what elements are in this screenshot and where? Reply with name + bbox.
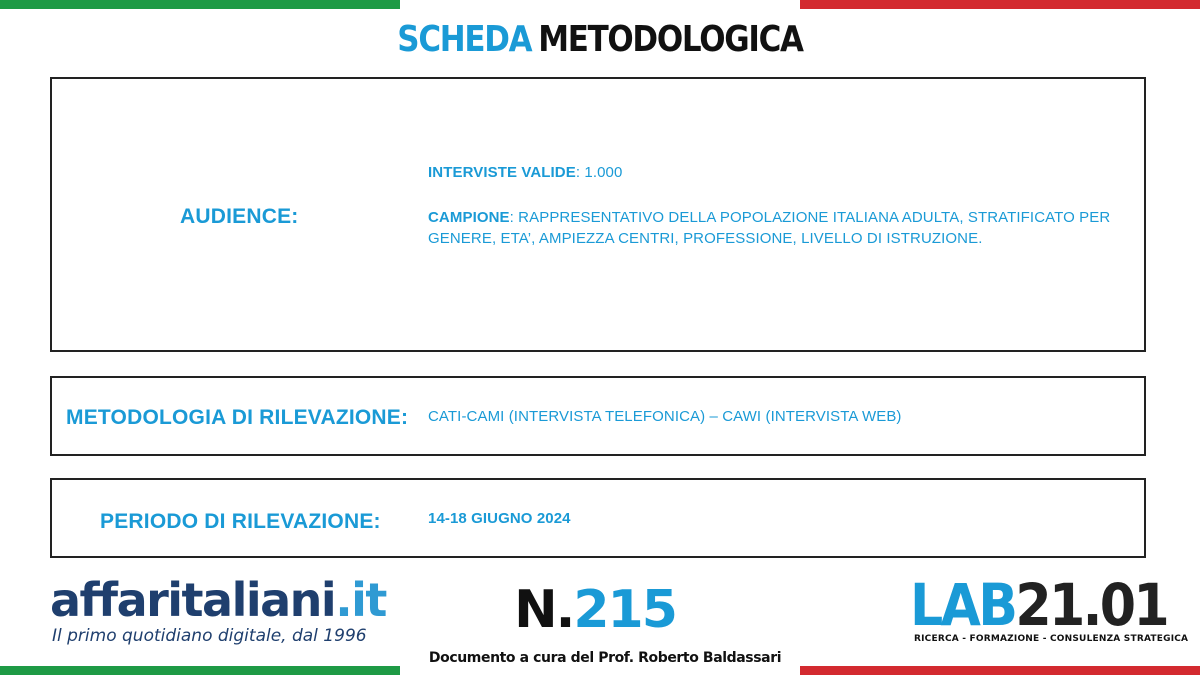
metodologia-value: CATI-CAMI (INTERVISTA TELEFONICA) – CAWI (INTERVISTA WEB) xyxy=(428,408,902,425)
lab2101-logo xyxy=(910,571,1189,644)
campione-label: CAMPIONE xyxy=(428,209,510,226)
document-number-value: 215 xyxy=(573,580,676,640)
campione-line xyxy=(428,207,1148,249)
periodo-value: 14-18 GIUGNO 2024 xyxy=(428,510,571,527)
affaritaliani-wordmark xyxy=(50,572,430,628)
periodo-label: PERIODO DI RILEVAZIONE: xyxy=(100,510,381,533)
audience-label: AUDIENCE: xyxy=(180,205,299,228)
title-part-dark: METODOLOGICA xyxy=(538,19,803,60)
audience-box xyxy=(50,77,1146,352)
title-part-blue: SCHEDA xyxy=(397,19,532,60)
flag-green-band xyxy=(0,666,400,675)
page-title xyxy=(84,16,1116,64)
metodologia-box xyxy=(50,376,1146,456)
italian-flag-stripe-bottom xyxy=(0,666,1200,675)
lab-part: LAB xyxy=(910,571,1016,639)
flag-white-band xyxy=(400,666,800,675)
affaritaliani-brand-tld: .it xyxy=(335,573,386,627)
affaritaliani-tagline: Il primo quotidiano digitale, dal 1996 xyxy=(52,626,367,646)
flag-green-band xyxy=(0,0,400,9)
flag-red-band xyxy=(800,666,1200,675)
document-number-prefix: N. xyxy=(514,580,574,640)
campione-value: : RAPPRESENTATIVO DELLA POPOLAZIONE ITALIANA ADULTA, STRATIFICATO PER GENERE, ETA’, AMPIEZZA CENTRI, PROFESSIONE, LIVELLO DI ISTRUZIONE. xyxy=(428,209,1111,247)
curator-credit: Documento a cura del Prof. Roberto Baldassari xyxy=(428,650,782,666)
italian-flag-stripe-top xyxy=(0,0,1200,9)
periodo-box xyxy=(50,478,1146,558)
affaritaliani-brand-main: affaritaliani xyxy=(50,573,336,627)
metodologia-label: METODOLOGIA DI RILEVAZIONE: xyxy=(66,406,409,429)
interviste-label: INTERVISTE VALIDE xyxy=(428,164,576,181)
lab2101-tagline: RICERCA - FORMAZIONE - CONSULENZA STRATEGICA xyxy=(914,634,1189,644)
document-number xyxy=(450,580,740,640)
flag-white-band xyxy=(400,0,800,9)
affaritaliani-logo xyxy=(50,572,430,646)
lab-number-part: 21.01 xyxy=(1015,571,1167,639)
lab2101-wordmark xyxy=(910,571,1167,639)
interviste-valide-line xyxy=(428,164,622,181)
interviste-value: : 1.000 xyxy=(575,164,623,181)
flag-red-band xyxy=(800,0,1200,9)
